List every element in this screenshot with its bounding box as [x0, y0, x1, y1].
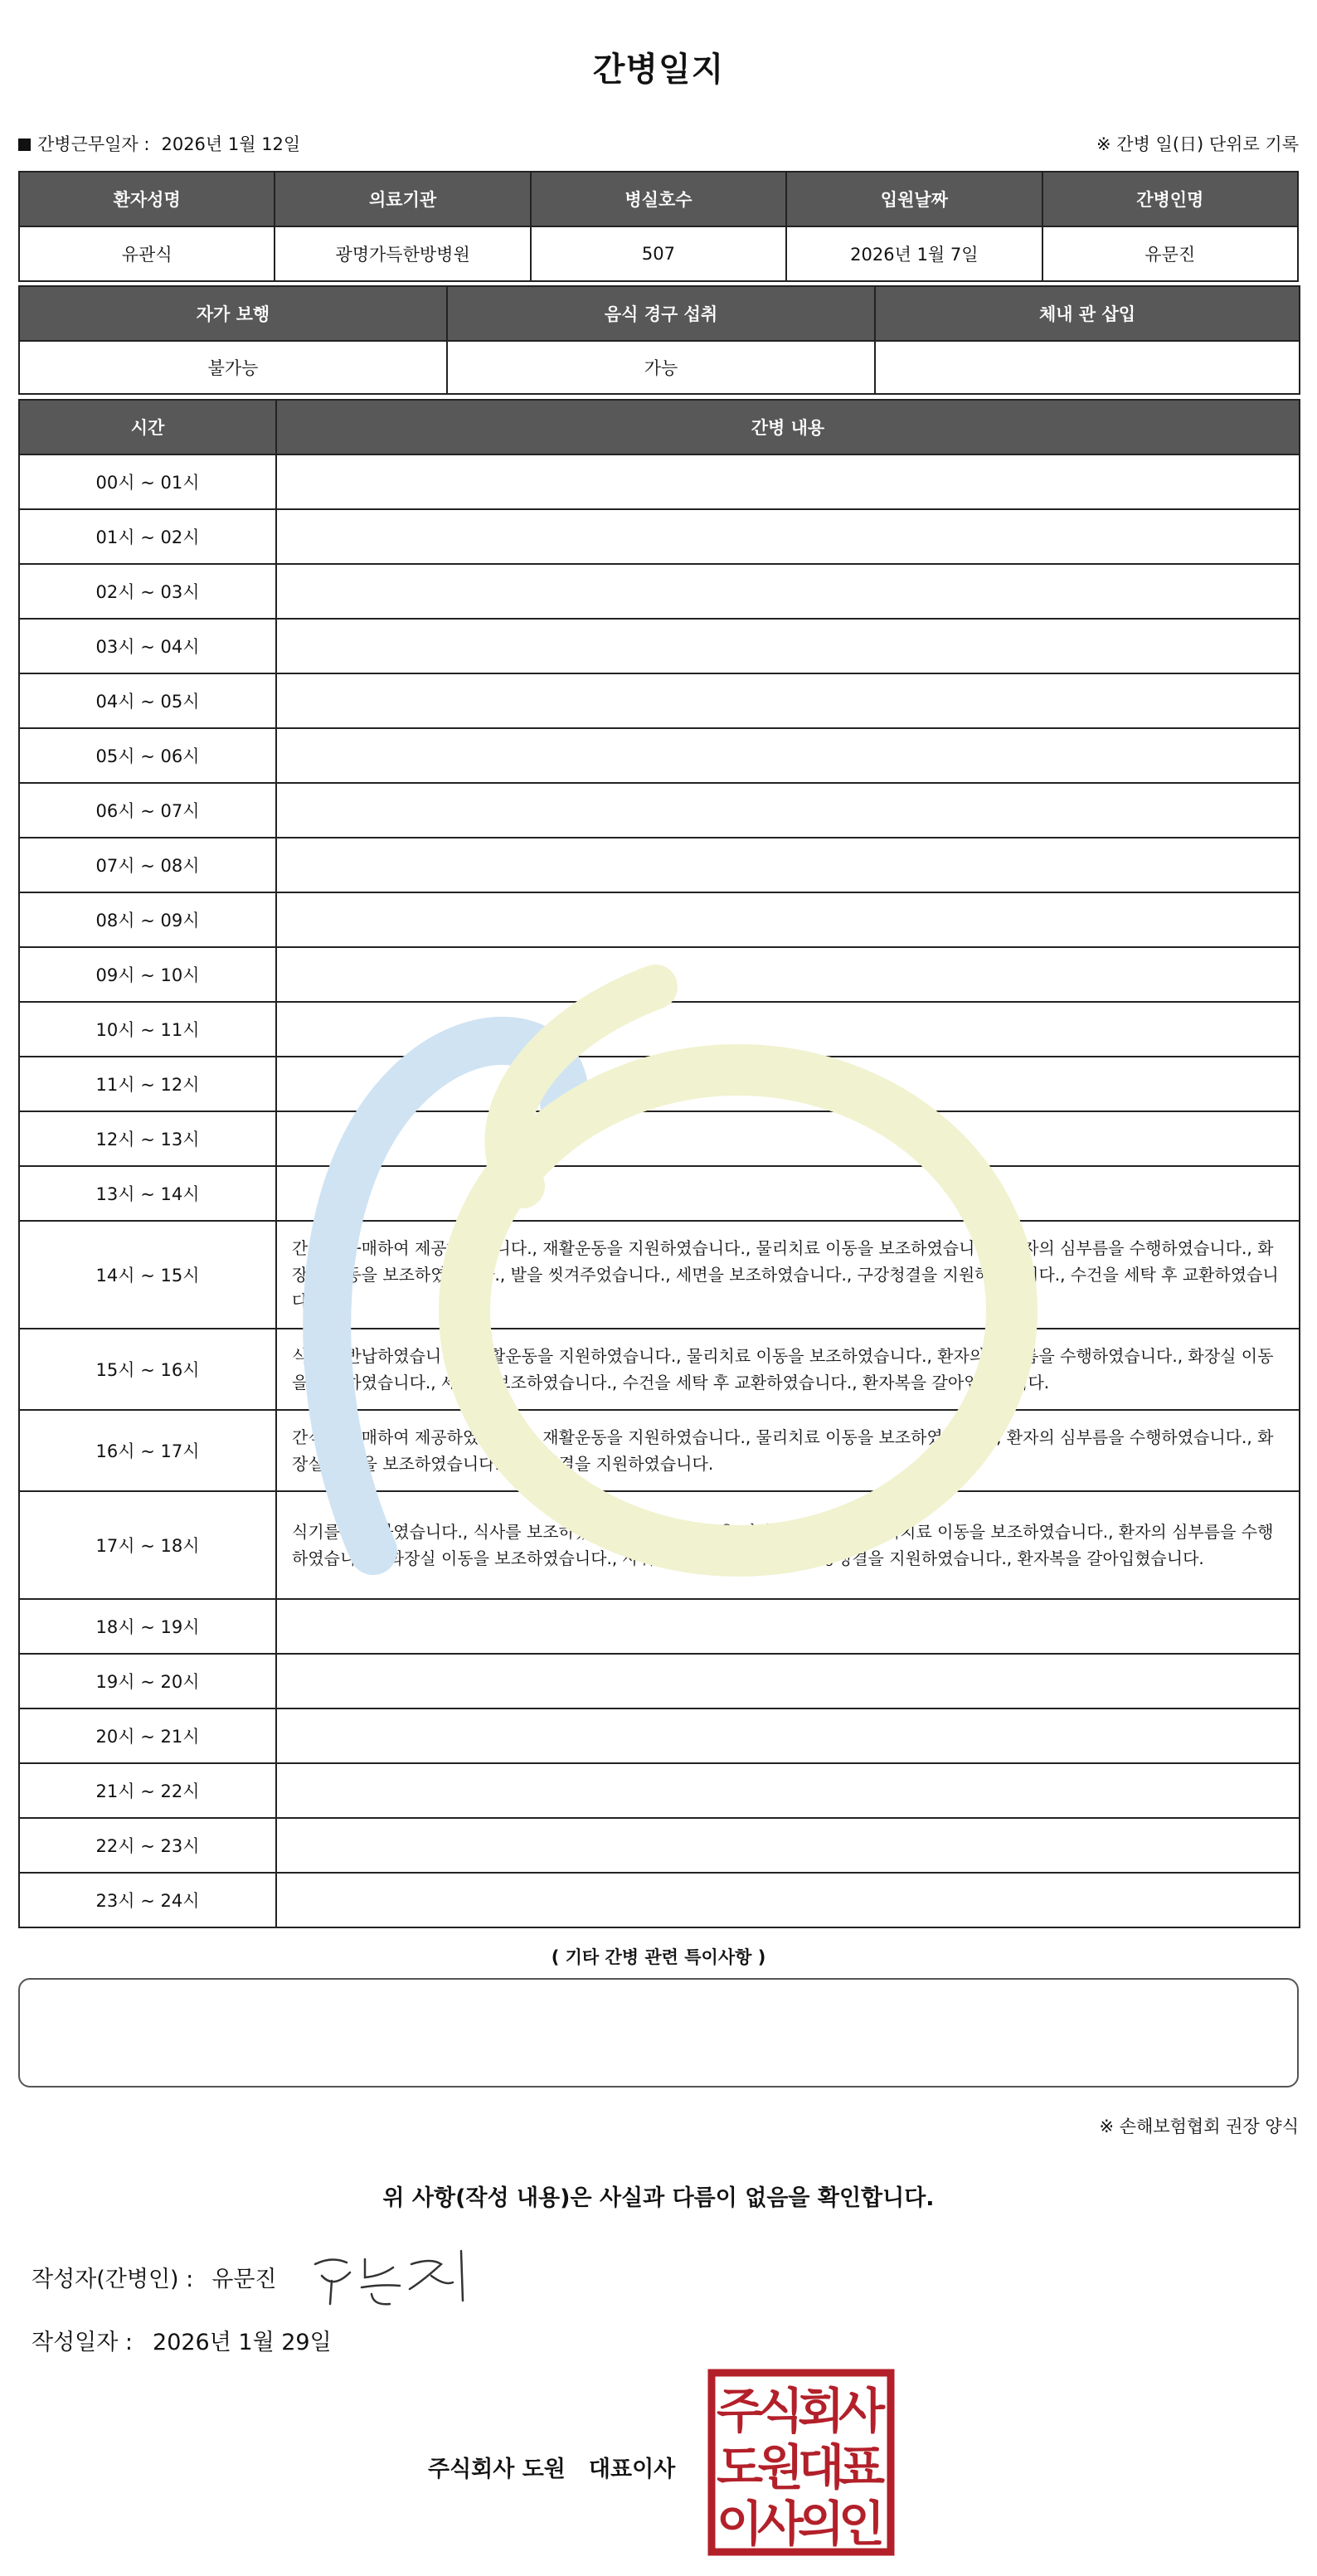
log-content	[276, 1763, 1300, 1818]
log-time: 09시 ~ 10시	[19, 947, 276, 1002]
log-time: 00시 ~ 01시	[19, 454, 276, 509]
log-row	[19, 1599, 1300, 1654]
header-room-number: 병실호수	[531, 172, 786, 226]
log-time: 07시 ~ 08시	[19, 838, 276, 892]
log-row	[19, 728, 1300, 783]
log-time: 18시 ~ 19시	[19, 1599, 276, 1654]
log-content	[276, 564, 1300, 619]
svg-text:회: 회	[797, 2383, 845, 2439]
log-header-row	[19, 400, 1300, 454]
self-walking-value: 불가능	[19, 341, 447, 394]
patient-name: 유관식	[19, 226, 275, 281]
log-content	[276, 838, 1300, 892]
remarks-box	[18, 1978, 1299, 2088]
log-time: 16시 ~ 17시	[19, 1410, 276, 1491]
log-content	[276, 619, 1300, 673]
log-row	[19, 673, 1300, 728]
header-institution: 의료기관	[275, 172, 530, 226]
log-content	[276, 1873, 1300, 1927]
log-content	[276, 673, 1300, 728]
log-content	[276, 1002, 1300, 1057]
writer-line	[32, 2261, 277, 2293]
daily-record-note: ※ 간병 일(日) 단위로 기록	[1096, 134, 1299, 154]
log-content	[276, 947, 1300, 1002]
log-row	[19, 783, 1300, 838]
patient-status-table	[18, 285, 1300, 395]
caregiver-name: 유문진	[1042, 226, 1298, 281]
log-content	[276, 783, 1300, 838]
log-time: 23시 ~ 24시	[19, 1873, 276, 1927]
svg-text:주: 주	[716, 2383, 764, 2439]
log-row	[19, 1763, 1300, 1818]
header-care-content: 간병 내용	[276, 400, 1300, 454]
form-recommendation-note: ※ 손해보험협회 권장 양식	[1099, 2117, 1299, 2136]
svg-text:사: 사	[756, 2496, 804, 2552]
patient-info-table	[18, 171, 1299, 282]
company-line	[428, 2451, 675, 2483]
patient-header-row	[19, 172, 1298, 226]
log-time: 01시 ~ 02시	[19, 509, 276, 564]
work-date-label: 간병근무일자 :	[37, 134, 150, 154]
log-row	[19, 1654, 1300, 1708]
log-content	[276, 1166, 1300, 1221]
status-value-row	[19, 341, 1300, 394]
log-row	[19, 1491, 1300, 1599]
log-time: 04시 ~ 05시	[19, 673, 276, 728]
written-date-line	[32, 2324, 332, 2356]
header-caregiver-name: 간병인명	[1042, 172, 1298, 226]
log-row	[19, 1818, 1300, 1873]
log-row	[19, 1221, 1300, 1329]
log-time: 03시 ~ 04시	[19, 619, 276, 673]
log-row	[19, 1002, 1300, 1057]
svg-text:도: 도	[716, 2439, 764, 2496]
care-log-table	[18, 399, 1300, 1928]
svg-text:이: 이	[716, 2496, 764, 2552]
writer-name: 유문진	[211, 2267, 277, 2292]
log-row	[19, 1708, 1300, 1763]
oral-intake-value: 가능	[447, 341, 875, 394]
header-tube-insertion: 체내 관 삽입	[875, 286, 1300, 341]
log-row	[19, 1410, 1300, 1491]
log-row	[19, 838, 1300, 892]
log-content: 식기를 반납하였습니다., 식사를 보조하였습니다., 재활운동을 지원하였습니다., 물리치료 이동을 보조하였습니다., 환자의 심부름을 수행하였습니다., 화장실 이동을 보조하였습니다., 샤워를 지원하였습니다., 구강청결을 지원하였습니다., 환자복을 갈아입혔습니다.	[276, 1491, 1300, 1599]
log-time: 17시 ~ 18시	[19, 1491, 276, 1599]
log-time: 13시 ~ 14시	[19, 1166, 276, 1221]
confirmation-statement: 위 사항(작성 내용)은 사실과 다름이 없음을 확인합니다.	[382, 2185, 935, 2211]
log-row	[19, 509, 1300, 564]
log-row	[19, 1166, 1300, 1221]
written-date-label: 작성일자 :	[32, 2330, 134, 2355]
log-content	[276, 509, 1300, 564]
svg-text:인: 인	[838, 2496, 886, 2552]
log-content	[276, 454, 1300, 509]
company-seal-stamp-icon	[707, 2368, 896, 2557]
log-content	[276, 1708, 1300, 1763]
log-content	[276, 1111, 1300, 1166]
svg-text:의: 의	[797, 2496, 845, 2552]
log-time: 06시 ~ 07시	[19, 783, 276, 838]
log-row	[19, 1873, 1300, 1927]
document-title: 간병일지	[592, 51, 725, 89]
seal-lettering	[717, 2383, 886, 2552]
tube-insertion-value	[875, 341, 1300, 394]
work-date-line	[18, 131, 300, 156]
svg-text:사: 사	[838, 2383, 886, 2439]
svg-text:표: 표	[838, 2439, 886, 2496]
log-row	[19, 1329, 1300, 1410]
written-date-value: 2026년 1월 29일	[153, 2330, 332, 2355]
log-time: 10시 ~ 11시	[19, 1002, 276, 1057]
log-content	[276, 1818, 1300, 1873]
header-time: 시간	[19, 400, 276, 454]
log-row	[19, 454, 1300, 509]
log-content: 식기를 반납하였습니다., 재활운동을 지원하였습니다., 물리치료 이동을 보조하였습니다., 환자의 심부름을 수행하였습니다., 화장실 이동을 보조하였습니다., 세면을 보조하였습니다., 수건을 세탁 후 교환하였습니다., 환자복을 갈아입혔습니다.	[276, 1329, 1300, 1410]
admission-date: 2026년 1월 7일	[786, 226, 1042, 281]
log-row	[19, 564, 1300, 619]
log-content: 간식을 구매하여 제공하였습니다., 재활운동을 지원하였습니다., 물리치료 이동을 보조하였습니다., 환자의 심부름을 수행하였습니다., 화장실 이동을 보조하였습니다., 구강청결을 지원하였습니다.	[276, 1410, 1300, 1491]
institution-name: 광명가득한방병원	[275, 226, 530, 281]
header-self-walking: 자가 보행	[19, 286, 447, 341]
company-name: 주식회사 도원	[428, 2457, 566, 2482]
log-content: 간식을 구매하여 제공하였습니다., 재활운동을 지원하였습니다., 물리치료 이동을 보조하였습니다., 환자의 심부름을 수행하였습니다., 화장실 이동을 보조하였습니다., 발을 씻겨주었습니다., 세면을 보조하였습니다., 구강청결을 지원하였습니다., 수건을 세탁 후 교환하였습니다.	[276, 1221, 1300, 1329]
log-row	[19, 1111, 1300, 1166]
log-time: 22시 ~ 23시	[19, 1818, 276, 1873]
log-content	[276, 1654, 1300, 1708]
log-time: 05시 ~ 06시	[19, 728, 276, 783]
log-time: 21시 ~ 22시	[19, 1763, 276, 1818]
log-time: 14시 ~ 15시	[19, 1221, 276, 1329]
patient-value-row	[19, 226, 1298, 281]
work-date-value: 2026년 1월 12일	[161, 134, 301, 154]
header-oral-intake: 음식 경구 섭취	[447, 286, 875, 341]
handwritten-signature-icon	[307, 2239, 473, 2314]
log-time: 11시 ~ 12시	[19, 1057, 276, 1111]
log-row	[19, 947, 1300, 1002]
log-time: 02시 ~ 03시	[19, 564, 276, 619]
remarks-title: ( 기타 간병 관련 특이사항 )	[551, 1947, 766, 1967]
log-time: 15시 ~ 16시	[19, 1329, 276, 1410]
header-patient-name: 환자성명	[19, 172, 275, 226]
log-content	[276, 892, 1300, 947]
log-content	[276, 1057, 1300, 1111]
square-bullet-icon	[18, 139, 31, 151]
log-row	[19, 1057, 1300, 1111]
svg-text:식: 식	[756, 2383, 804, 2439]
log-content	[276, 1599, 1300, 1654]
log-row	[19, 619, 1300, 673]
svg-text:대: 대	[797, 2439, 845, 2496]
status-header-row	[19, 286, 1300, 341]
log-content	[276, 728, 1300, 783]
room-number: 507	[531, 226, 786, 281]
log-row	[19, 892, 1300, 947]
writer-label: 작성자(간병인) :	[32, 2267, 194, 2292]
svg-text:원: 원	[756, 2439, 804, 2496]
log-time: 12시 ~ 13시	[19, 1111, 276, 1166]
header-admission-date: 입원날짜	[786, 172, 1042, 226]
log-time: 20시 ~ 21시	[19, 1708, 276, 1763]
representative-title: 대표이사	[588, 2457, 676, 2482]
log-time: 08시 ~ 09시	[19, 892, 276, 947]
log-time: 19시 ~ 20시	[19, 1654, 276, 1708]
